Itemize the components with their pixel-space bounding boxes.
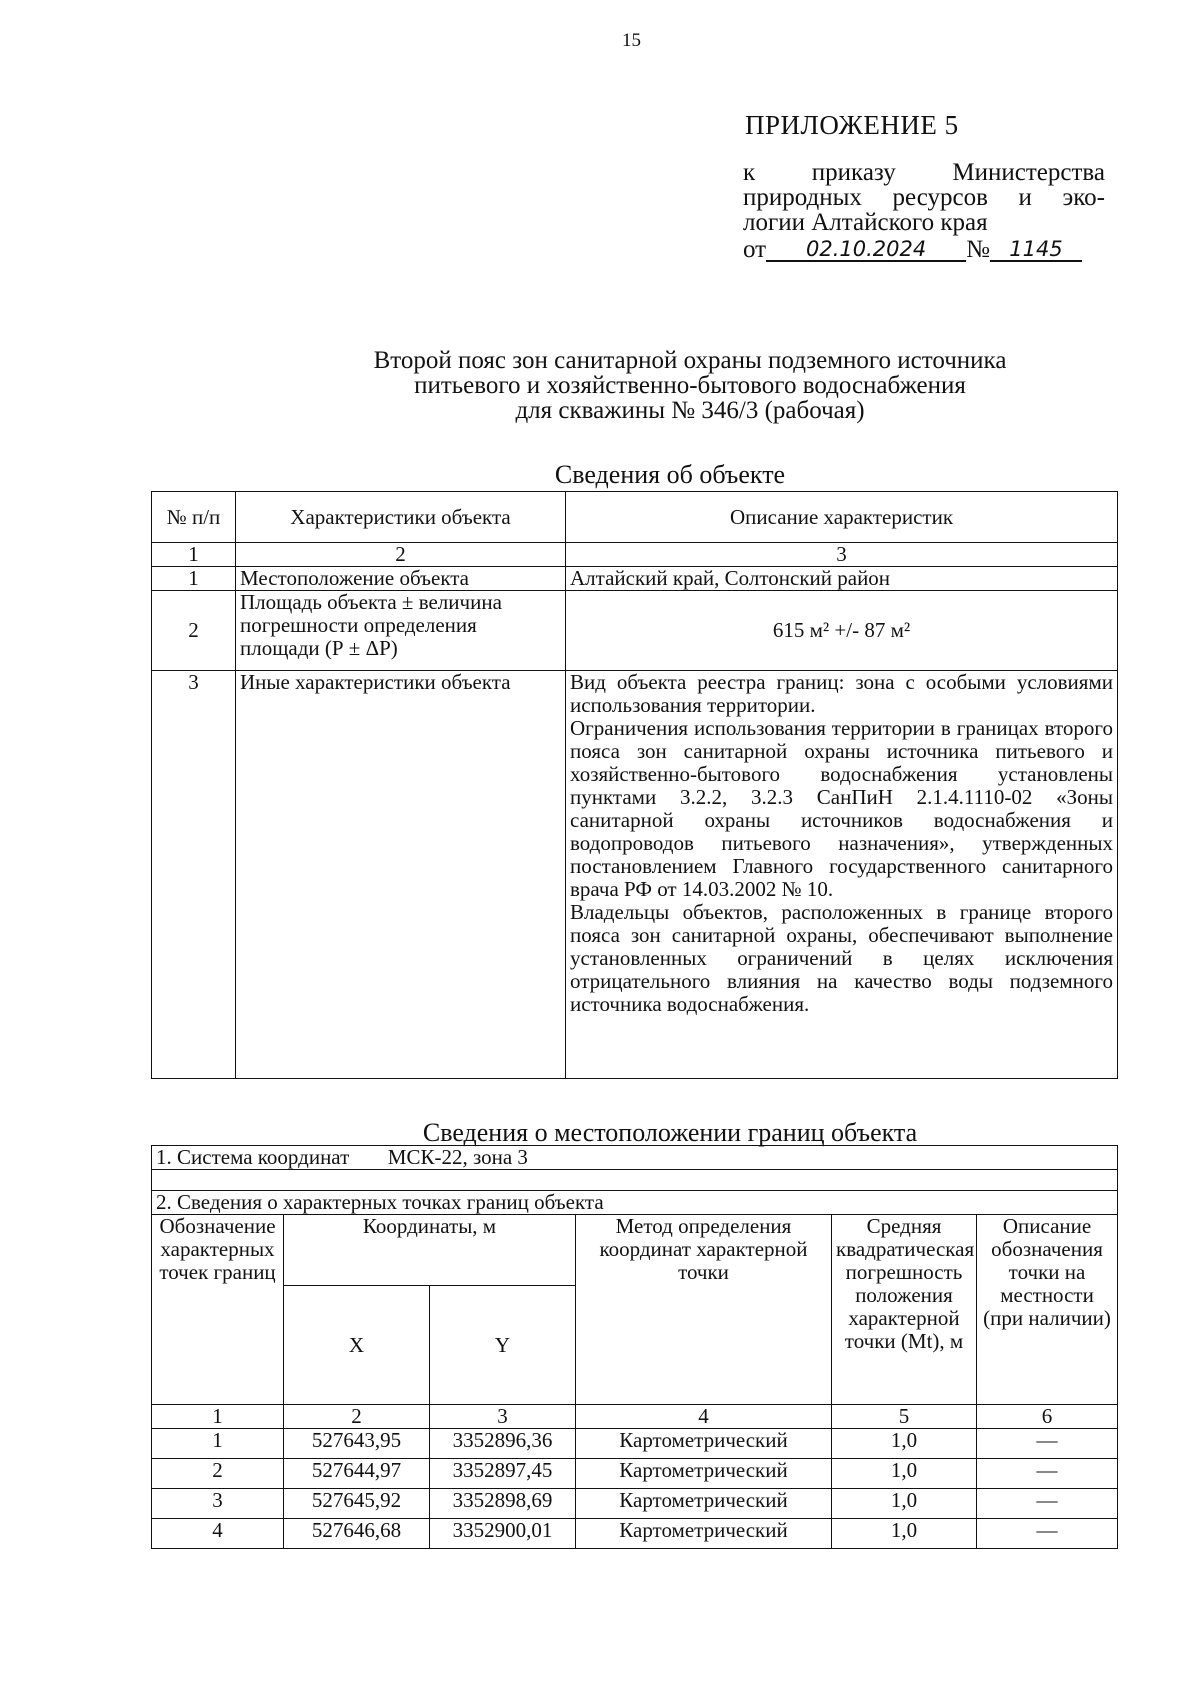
header-cell: Средняя квадратическая погрешность положения характерной точки (Mt), м [832,1215,977,1405]
order-ref-line-2: природных ресурсов и эко- [743,184,1105,211]
header-cell: Y [430,1286,576,1405]
header-cell: Координаты, м [284,1215,576,1286]
description-paragraph: Владельцы объектов, расположенных в границе второго пояса зон санитарной охраны, обеспечивают выполнение установленных ограничений в целях исключения отрицательного влияния на качество воды подземного источника водоснабжения. [570,900,1113,1016]
table-header-row [152,492,1118,543]
description-paragraph: Вид объекта реестра границ: зона с особыми условиями использования территории. [570,670,1113,717]
table-header-row [152,1215,1118,1286]
order-ref-line-4: от 02.10.2024 № 1145 [743,237,1105,262]
header-cell: Описание обозначения точки на местности (при наличии) [977,1215,1118,1405]
header-cell: Обозначение характерных точек границ [152,1215,284,1405]
table-row: 3 527645,92 3352898,69 Картометрический 1,0 — [152,1489,1118,1519]
order-number: 1145 [990,238,1082,262]
order-reference [743,160,1105,262]
header-cell: Характеристики объекта [236,492,566,543]
column-number-row: 1 2 3 4 5 6 [152,1405,1118,1429]
order-ref-line-3: логии Алтайского края [743,209,988,236]
page-number: 15 [622,30,641,51]
table-row: 4 527646,68 3352900,01 Картометрический 1,0 — [152,1519,1118,1549]
header-cell: Метод определения координат характерной точки [576,1215,832,1405]
coord-system-value: МСК-22, зона 3 [387,1145,528,1169]
appendix-title: ПРИЛОЖЕНИЕ 5 [745,110,959,140]
table-row: 2 Площадь объекта ± величина погрешности определения площади (Р ± ΔР) 615 м² +/- 87 м² [152,591,1118,671]
table-row: 3 Иные характеристики объекта Вид объекта реестра границ: зона с особыми условиями использования территории. Ограничения использования территории в границах второго пояса зон санитарной охраны источника питьевого и хозяйственно-бытового водоснабжения установлены пунктами 3.2.2, 3.2.3 СанПиН 2.1.4.1110-02 «Зоны санитарной охраны источников водоснабжения и водопроводов питьевого назначения», утвержденных постановлением Главного государственного санитарного врача РФ от 14.03.2002 № 10. Владельцы объектов, расположенных в границе второго пояса зон санитарной охраны, обеспечивают выполнение установленных ограничений в целях исключения отрицательного влияния на качество воды подземного источника водоснабжения. [152,671,1118,1079]
spacer-row [152,1170,1118,1191]
table-row: 2 527644,97 3352897,45 Картометрический 1,0 — [152,1459,1118,1489]
table-row: 1 Местоположение объекта Алтайский край, Солтонский район [152,567,1118,591]
order-date: 02.10.2024 [766,238,966,262]
order-ref-line-1: к приказу Министерства [743,159,1105,186]
description-paragraph: Ограничения использования территории в границах второго пояса зон санитарной охраны источника питьевого и хозяйственно-бытового водоснабжения установлены пунктами 3.2.2, 3.2.3 СанПиН 2.1.4.1110-02 «Зоны санитарной охраны источников водоснабжения и водопроводов питьевого назначения», утвержденных постановлением Главного государственного санитарного врача РФ от 14.03.2002 № 10. [570,716,1113,901]
column-number-row: 1 2 3 [152,543,1118,567]
header-cell: X [284,1286,430,1405]
table-row: 1 527643,95 3352896,36 Картометрический 1,0 — [152,1429,1118,1459]
object-info-table [151,491,1118,1079]
boundaries-heading: Сведения о местоположении границ объекта [422,1118,918,1147]
coord-system-row: 1. Система координат МСК-22, зона 3 [152,1146,1118,1170]
document-title: Второй пояс зон санитарной охраны подземного источника питьевого и хозяйственно-бытового водоснабжения для скважины № 346/3 (рабочая) [373,347,1007,424]
points-label-row: 2. Сведения о характерных точках границ объекта [152,1191,1118,1215]
boundaries-table [151,1145,1118,1549]
header-cell: Описание характеристик [566,492,1118,543]
header-cell: № п/п [152,492,236,543]
object-info-heading: Сведения об объекте [554,460,786,489]
